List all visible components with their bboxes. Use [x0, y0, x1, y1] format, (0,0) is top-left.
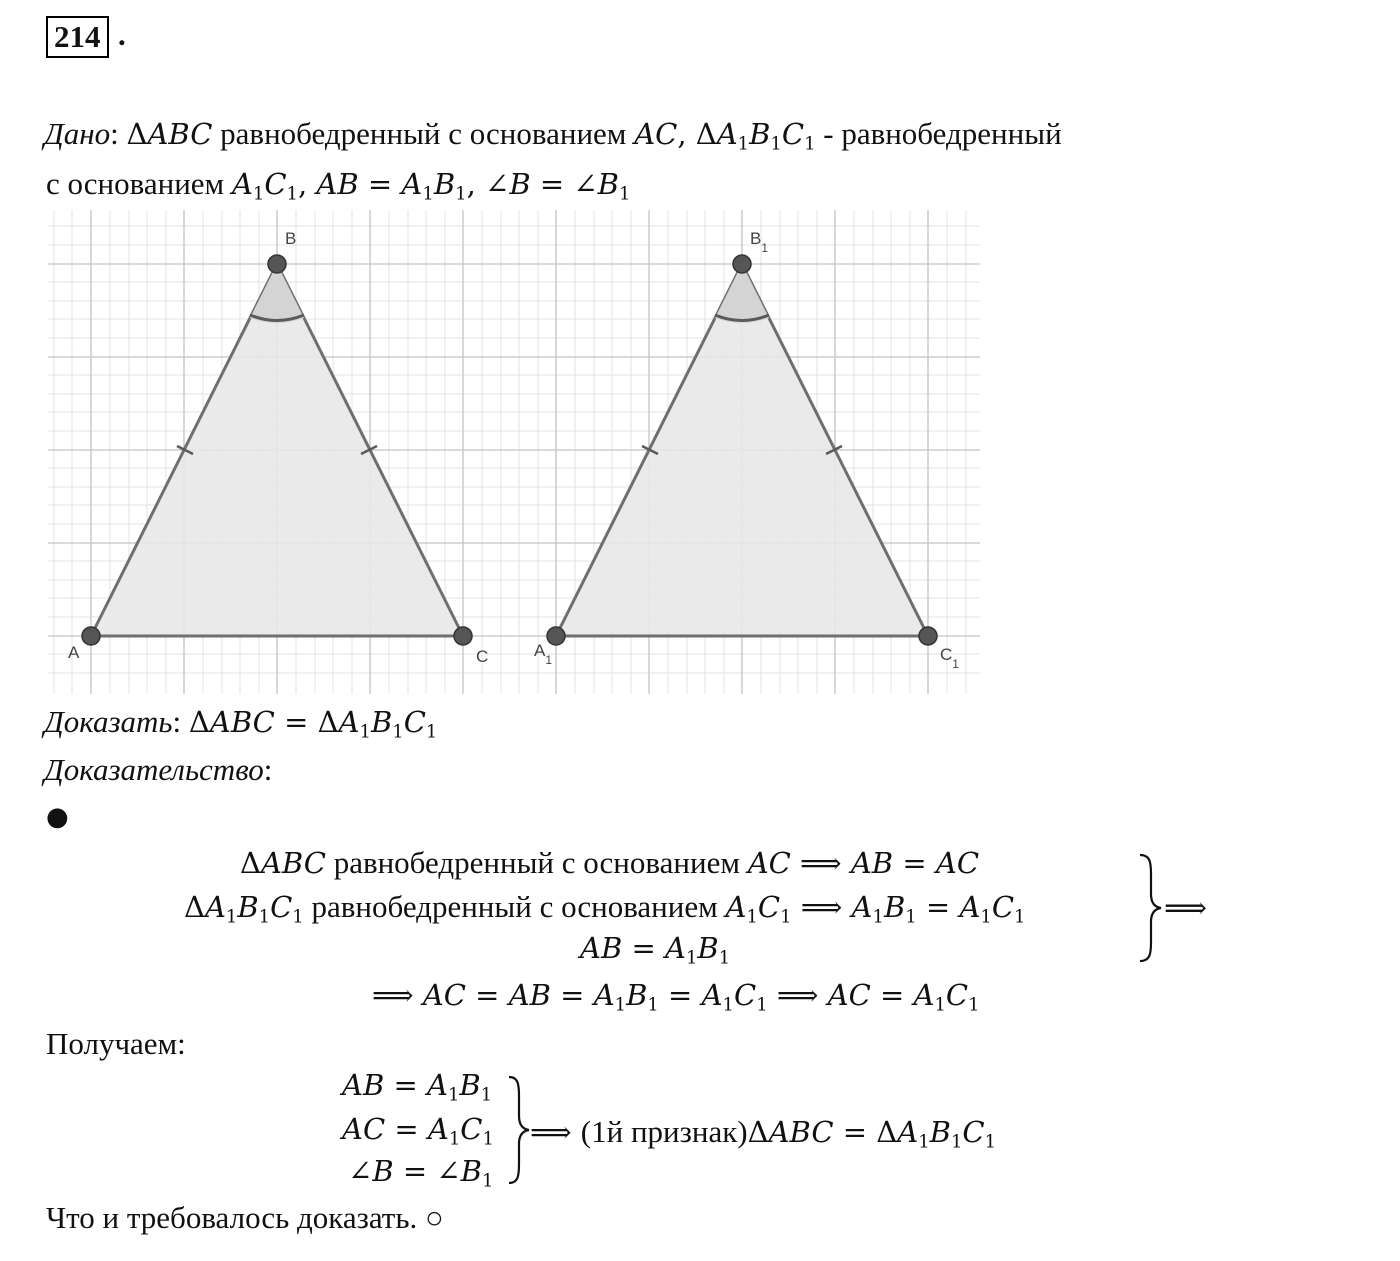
label-a: A — [68, 643, 80, 662]
label-a1: $A_1$ — [534, 641, 553, 667]
point-c1 — [919, 627, 937, 645]
proof-label: Доказательство — [44, 752, 264, 787]
point-a — [82, 627, 100, 645]
point-b — [268, 255, 286, 273]
result-conclusion-line: ⟹ (1й признак)ΔABC = $\Delta A_1B_1C_1$ — [530, 1114, 997, 1153]
result-line-1: AB = $A_1B_1$ — [342, 1068, 493, 1106]
triangle-abc — [68, 229, 488, 666]
label-c1: $C_1$ — [940, 645, 959, 671]
given-triangle-abc: ΔABC — [126, 117, 213, 151]
result-label: Получаем: — [46, 1026, 186, 1061]
right-brace-2 — [505, 1074, 533, 1186]
svg-text:⟹: ⟹ — [1164, 891, 1208, 926]
proof-line-3: AB = $A_1B_1$ — [580, 931, 731, 969]
proof-line-2: $\Delta A_1B_1C_1$ равнобедренный с основанием $A_1C_1$ ⟹ $A_1B_1 = A_1C_1$ — [184, 889, 1026, 928]
proof-line-4: ⟹ AC = AB = $A_1B_1 = A_1C_1$ ⟹ AC = $A_1C_1$ — [372, 978, 980, 1016]
result-line-3: ∠B = $\angle B_1$ — [348, 1154, 494, 1192]
problem-number-dot: . — [118, 17, 126, 52]
label-c: C — [476, 647, 489, 666]
point-c — [454, 627, 472, 645]
right-brace-1 — [1134, 852, 1214, 964]
label-b: B — [285, 229, 297, 248]
prove-label: Доказать — [44, 704, 173, 739]
proof-line: Доказательство: — [44, 752, 273, 787]
result-line-2: AC = $A_1C_1$ — [342, 1112, 494, 1150]
proof-line-1: ΔABC равнобедренный с основанием AC ⟹ AB = AC — [240, 845, 980, 880]
point-a1 — [547, 627, 565, 645]
problem-number: 214 — [46, 16, 109, 58]
conclusion: Что и требовалось доказать. ○ — [46, 1200, 444, 1235]
triangles-figure — [48, 210, 980, 694]
bullet: ● — [46, 802, 69, 832]
given-line-2: с основанием $A_1C_1$, AB = $A_1B_1$, ∠B = $\angle B_1$ — [46, 166, 631, 205]
given-label: Дано — [44, 116, 111, 151]
prove-line: Доказать: $\Delta ABC = \Delta A_1B_1C_1$ — [44, 704, 438, 743]
given-line-1: Дано: ΔABC равнобедренный с основанием AC, $\Delta A_1B_1C_1$ - равнобедренный — [44, 116, 1062, 155]
label-b1: $B_1$ — [750, 229, 769, 255]
point-b1 — [733, 255, 751, 273]
